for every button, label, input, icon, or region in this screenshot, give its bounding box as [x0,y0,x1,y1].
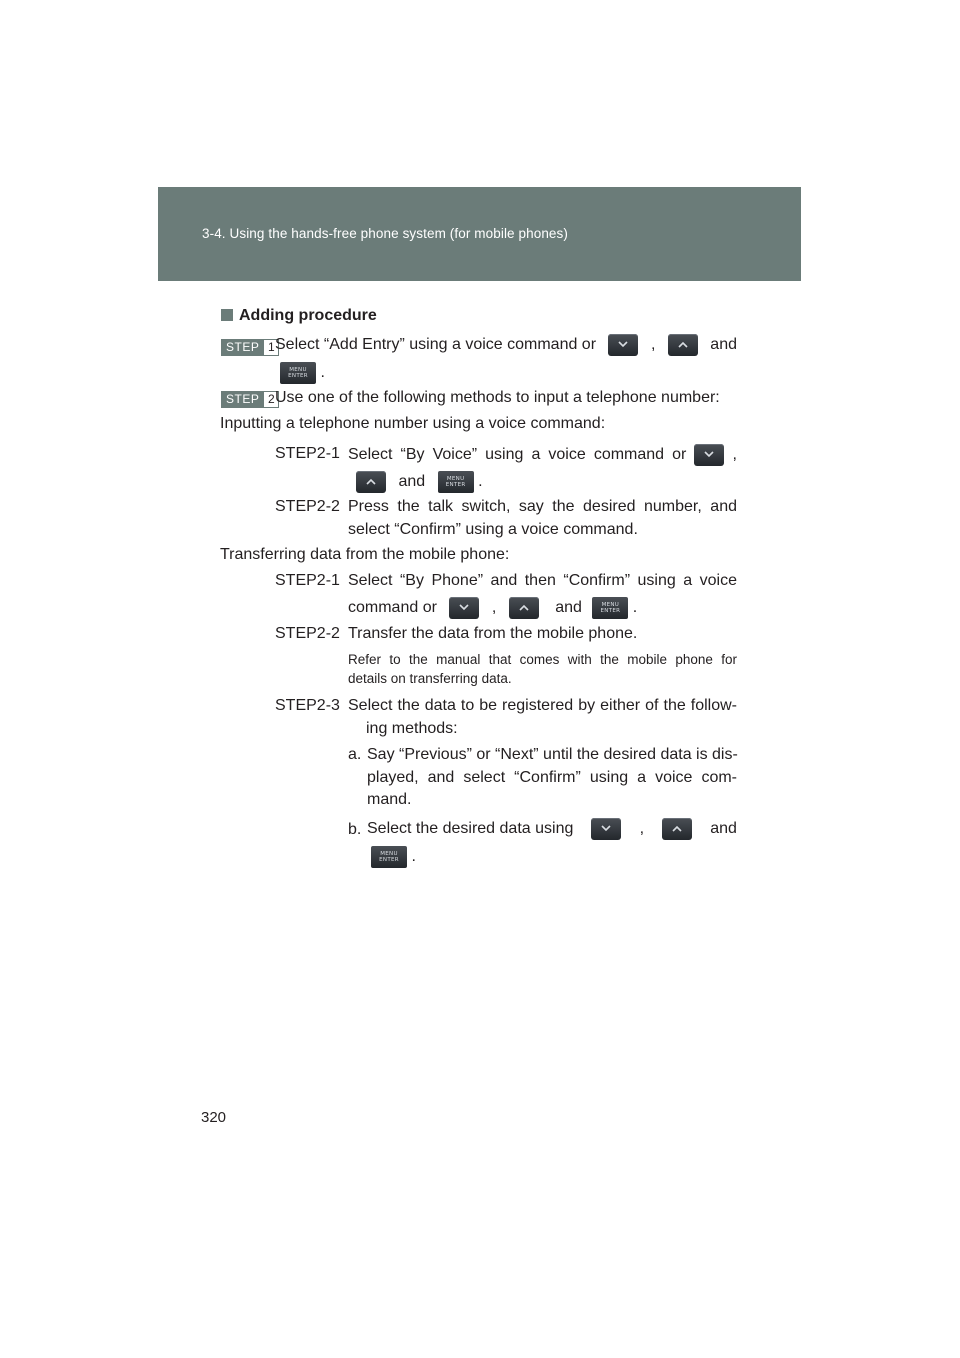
down-button-icon [449,597,479,619]
transfer-step-2-1-line2: command or , and MENU ENTER . [348,597,637,619]
section-title: Adding procedure [221,306,377,326]
transfer-step-2-2-label: STEP2-2 [275,625,340,642]
down-button-icon [591,818,621,840]
step-2-text: Use one of the following methods to input a telephone number: [275,389,720,406]
method-a-label: a. [348,746,362,763]
step-2-badge: STEP 2 [221,391,279,408]
up-button-icon [668,334,698,356]
section-header [158,187,801,281]
voice-step-2-1-cont: and MENU ENTER . [356,471,483,493]
up-button-icon [662,818,692,840]
voice-step-2-2-line2: select “Confirm” using a voice command. [348,521,638,538]
method-b-line2: MENU ENTER . [371,846,416,868]
transfer-step-2-3-line1: Select the data to be registered by either of the follow- [348,697,737,714]
transfer-heading: Transferring data from the mobile phone: [220,546,510,563]
down-button-icon [608,334,638,356]
voice-step-2-2-line1: Press the talk switch, say the desired number, and [348,498,737,515]
transfer-step-2-1-line1: Select “By Phone” and then “Confirm” using a voice [348,572,737,589]
voice-step-2-1-label: STEP2-1 [275,445,340,462]
transfer-step-2-2-line1: Transfer the data from the mobile phone. [348,625,638,642]
method-a-line1: Say “Previous” or “Next” until the desired data is dis- [367,746,738,763]
voice-heading: Inputting a telephone number using a voice command: [220,415,606,432]
voice-step-2-1-text: Select “By Voice” using a voice command or , [348,444,737,466]
header-title: 3-4. Using the hands-free phone system (for mobile phones) [202,226,568,241]
transfer-note-line1: Refer to the manual that comes with the mobile phone for [348,652,737,667]
menu-enter-button-icon: MENU ENTER [371,846,407,868]
voice-step-2-2-label: STEP2-2 [275,498,340,515]
transfer-note-line2: details on transferring data. [348,671,512,686]
transfer-step-2-3-label: STEP2-3 [275,697,340,714]
up-button-icon [509,597,539,619]
square-bullet-icon [221,309,233,321]
method-b-label: b. [348,821,362,838]
step-1-text-cont: MENU ENTER . [280,362,325,384]
transfer-step-2-1-label: STEP2-1 [275,572,340,589]
menu-enter-button-icon: MENU ENTER [280,362,316,384]
up-button-icon [356,471,386,493]
page-number: 320 [201,1109,227,1126]
down-button-icon [694,444,724,466]
step-1-badge: STEP 1 [221,339,279,356]
transfer-step-2-3-line2: ing methods: [366,720,458,737]
method-b-line1: Select the desired data using , and [367,818,737,840]
step-1-text: Select “Add Entry” using a voice command or , and [275,334,737,356]
menu-enter-button-icon: MENU ENTER [592,597,628,619]
method-a-line3: mand. [367,791,412,808]
menu-enter-button-icon: MENU ENTER [438,471,474,493]
method-a-line2: played, and select “Confirm” using a voice com- [367,769,737,786]
